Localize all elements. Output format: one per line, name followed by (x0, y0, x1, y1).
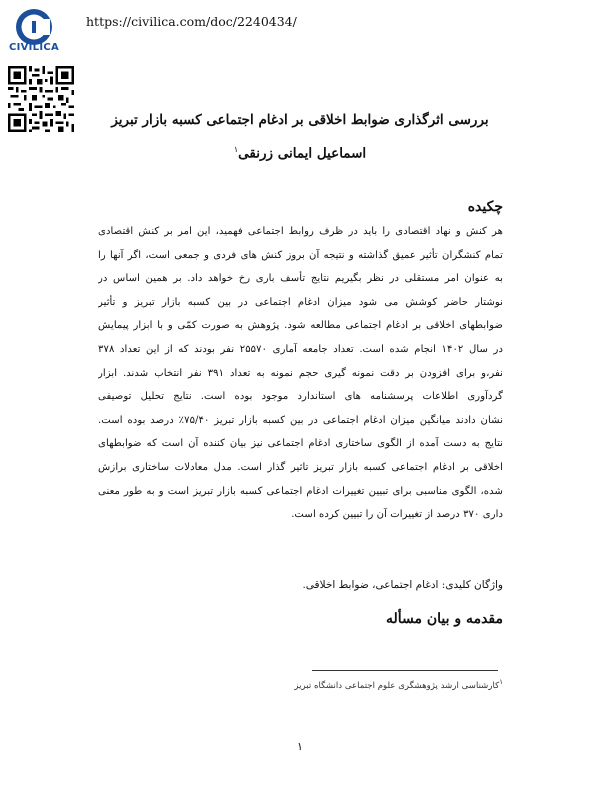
page-header (0, 0, 600, 60)
abstract-line: گردآوری اطلاعات پرسشنامه های استاندارد موجود بوده است. نتایج تحلیل توصیفی (98, 391, 503, 403)
document-url-link[interactable]: https://civilica.com/doc/2240434/ (86, 14, 297, 29)
abstract-line: در سال ۱۴۰۲ انجام شده است. تعداد جامعه آماری ۲۵۵۷۰ نفر بودند که از این تعداد ۳۷۸ (98, 343, 503, 355)
abstract-line: نتایج به دست آمده از الگوی ساختاری ادغام اجتماعی نیز بیان کننده آن است که ضوابطهای (98, 438, 503, 450)
abstract-line: نفر،و برای افزودن بر دقت نمونه گیری حجم نمونه به تعداد ۳۹۱ نفر انتخاب شدند. ابزار (98, 367, 503, 379)
abstract-line: تمام کنشگران تأثیر عمیق گذاشته و نتیجه آن بروز کنش های فردی و جمعی است، اگر آنها را (98, 249, 503, 261)
keywords: واژگان کلیدی: ادغام اجتماعی، ضوابط اخلاقی. (302, 579, 503, 591)
author-name-text: اسماعیل ایمانی زرنقی (238, 145, 367, 162)
abstract-line: هر کنش و نهاد اقتصادی را باید در ظرف روابط اجتماعی فهمید، این امر بر کنش اقتصادی (98, 226, 503, 237)
logo-text: CIVILICA (8, 42, 60, 53)
footnote (260, 678, 503, 691)
intro-heading: مقدمه و بیان مسأله (385, 611, 503, 627)
abstract-line: شده، الگوی مناسبی برای تبیین تغییرات ادغام اجتماعی کسبه بازار تبریز است و به طور معنی (98, 485, 503, 497)
footnote-divider (312, 670, 498, 671)
abstract-paragraph (98, 220, 503, 527)
abstract-line: اخلاقی بر ادغام اجتماعی کسبه بازار تبریز تاثیر گذار است. مدل معادلات ساختاری برازش (98, 461, 503, 473)
abstract-line: به عنوان امر مستقلی در نظر بگیریم نتایج تأسف باری رخ خواهد داد. بر همین اساس در (98, 273, 503, 285)
abstract-heading: چکیده (467, 199, 503, 215)
footnote-mark: ۱ (499, 678, 503, 686)
qr-code-icon[interactable] (8, 66, 74, 132)
footnote-text: کارشناسی ارشد پژوهشگری علوم اجتماعی دانشگاه تبریز (294, 680, 500, 691)
author-name (100, 145, 500, 162)
abstract-body (98, 220, 503, 527)
abstract-line-last: داری ۳۷۰ درصد از تغییرات آن را تبیین کرده است. (291, 509, 503, 521)
abstract-line: ضوابطهای اخلاقی بر ادغام اجتماعی مطالعه شود. پژوهش به صورت کمّی و با ابزار پیمایش (98, 320, 503, 332)
paper-title: بررسی اثرگذاری ضوابط اخلاقی بر ادغام اجتماعی کسبه بازار تبریز (111, 112, 489, 128)
abstract-line: نشان دادند میانگین میزان ادغام اجتماعی در بین کسبه بازار تبریز ۷۵/۴۰٪ درصد بوده است. (98, 414, 503, 426)
abstract-line: نوشتار حاضر کوشش می شود میزان ادغام اجتماعی در بین کسبه بازار تبریز و تأثیر (98, 296, 503, 308)
page-number: ۱ (297, 740, 303, 753)
author-footnote-mark: ۱ (233, 145, 239, 154)
